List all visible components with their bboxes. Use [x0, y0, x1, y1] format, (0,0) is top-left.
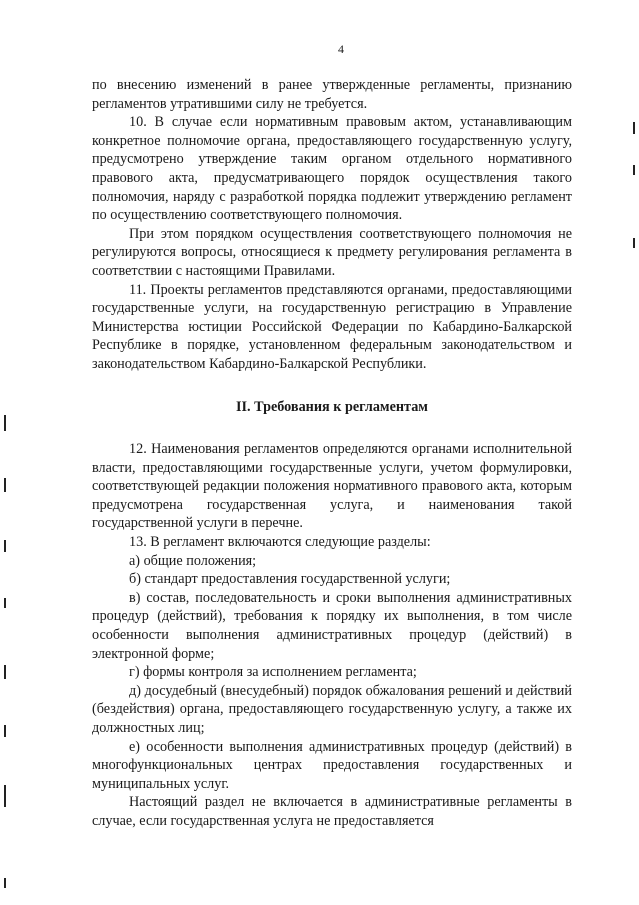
section-heading: II. Требования к регламентам [236, 398, 428, 415]
scan-mark [4, 878, 6, 888]
scan-mark [633, 122, 635, 134]
paragraph-continuation: по внесению изменений в ранее утвержденные регламенты, признанию регламентов утратившими силу не требуется. [92, 77, 572, 112]
list-item-g: г) формы контроля за исполнением регламента; [129, 664, 417, 681]
paragraph-exclusion: Настоящий раздел не включается в административные регламенты в случае, если государственная услуга не предоставляется [92, 794, 572, 829]
scan-mark [4, 785, 6, 807]
list-item-v: в) состав, последовательность и сроки выполнения административных процедур (действий), требования к порядку их выполнения, в том числе особенности выполнения административных процедур (действий) в электронной форме; [92, 589, 572, 662]
paragraph-13: 13. В регламент включаются следующие разделы: [129, 534, 431, 551]
paragraph-12: 12. Наименования регламентов определяются органами исполнительной власти, предоставляющими государственные услуги, учетом формулировки, соответствующей редакции положения нормативного правового акта, которым предусмотрена государственная услуга, и наименования такой государственной услуги в перечне. [92, 441, 572, 532]
scan-mark [633, 238, 635, 248]
page-number: 4 [338, 42, 344, 56]
document-body [92, 76, 572, 831]
scan-mark [4, 725, 6, 737]
paragraph-10: 10. В случае если нормативным правовым актом, устанавливающим конкретное полномочие органа, предоставляющего государственную услугу, предусмотрено утверждение таким органом отдельного нормативного правового акта, предусматривающего порядок осуществления такого полномочия, наряду с разработкой порядка подлежит утверждению регламент по осуществлению соответствующего полномочия. [92, 114, 572, 224]
list-item-b: б) стандарт предоставления государственной услуги; [129, 571, 451, 588]
scan-mark [4, 540, 6, 552]
scan-mark [4, 415, 6, 431]
scan-mark [633, 165, 635, 175]
list-item-d: д) досудебный (внесудебный) порядок обжалования решений и действий (бездействия) органа, предоставляющего государственную услугу, а также их должностных лиц; [92, 682, 572, 736]
scan-mark [4, 478, 6, 492]
list-item-e: е) особенности выполнения административных процедур (действий) в многофункциональных центрах предоставления государственных и муниципальных услуг. [92, 738, 572, 792]
scan-mark [4, 665, 6, 679]
scan-mark [4, 598, 6, 608]
list-item-a: а) общие положения; [129, 552, 257, 569]
paragraph-10-note: При этом порядком осуществления соответствующего полномочия не регулируются вопросы, относящиеся к предмету регулирования регламента в соответствии с настоящими Правилами. [92, 225, 572, 279]
paragraph-11: 11. Проекты регламентов представляются органами, предоставляющими государственные услуги, на государственную регистрацию в Управление Министерства юстиции Российской Федерации по Кабардино-Балкарской Республике в порядке, установленном федеральным законодательством и законодательством Кабардино-Балкарской Республики. [92, 281, 572, 372]
